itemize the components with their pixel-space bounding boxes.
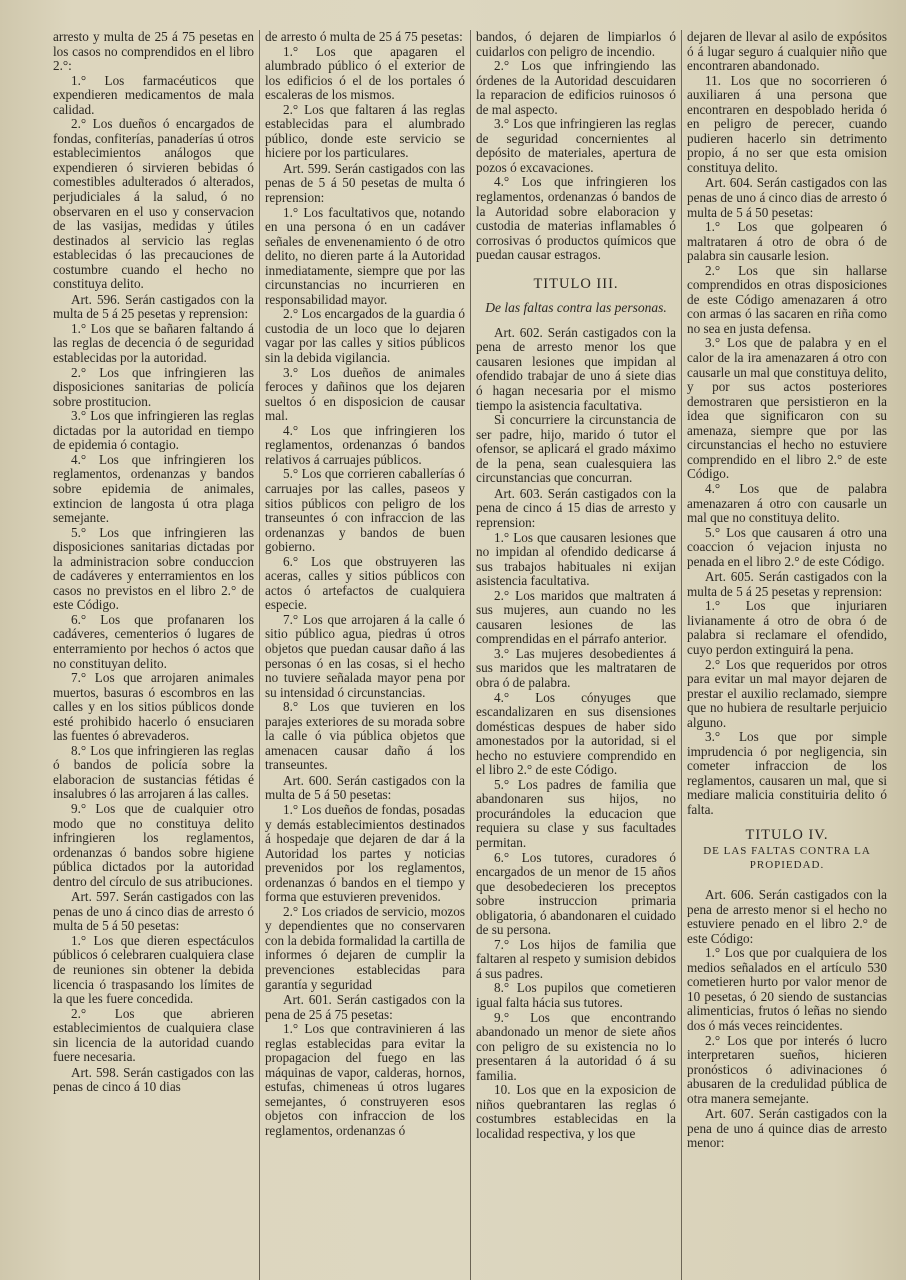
column-1 [48, 30, 259, 1280]
paragraph: 8.° Los que infringieren las reglas ó bandos de policía sobre la elaboracion de sustancias fétidas é insalubres ó las arrojaren á las calles. [53, 742, 254, 802]
paragraph: 3.° Las mujeres desobedientes á sus maridos que les maltrataren de obra ó de palabra. [476, 645, 676, 690]
paragraph: 6.° Los que profanaren los cadáveres, cementerios ó lugares de enterramiento por hechos ó actos que no constituyan delito. [53, 611, 254, 671]
paragraph: Si concurriere la circunstancia de ser padre, hijo, marido ó tutor el ofensor, se aplicará el grado máximo de la pena, sean cualesquiera las circunstancias que concurran. [476, 412, 676, 486]
paragraph: 3.° Los que infringieren las reglas de seguridad concernientes al depósito de materiales, apertura de pozos ó excavaciones. [476, 116, 676, 175]
paragraph: 3.° Los que infringieren las reglas dictadas por la autoridad en tiempo de epidemia ó contagio. [53, 408, 254, 453]
paragraph: 2.° Los que por interés ó lucro interpretaren sueños, hicieren pronósticos ó adivinaciones ó abusaren de la credulidad pública de otra manera semejante. [687, 1032, 887, 1106]
article-heading: Art. 597. Serán castigados con las penas de uno á cinco dias de arresto ó multa de 5 á 50 pesetas: [53, 889, 254, 934]
column-3 [470, 30, 681, 1280]
paragraph: 9.° Los que encontrando abandonado un menor de siete años con peligro de su existencia no lo presentaren á la autoridad ó á su familia. [476, 1009, 676, 1083]
paragraph: 9.° Los que de cualquier otro modo que no constituya delito infringieren los reglamentos, ordenanzas ó bandos sobre higiene pública dictados por la autoridad dentro del círculo de sus atribuciones. [53, 800, 254, 889]
paragraph: 1.° Los que contravinieren á las reglas establecidas para evitar la propagacion del fuego en las máquinas de vapor, calderas, hornos, estufas, chimeneas ú otros lugares semejantes, ó construyeren esos objetos con infraccion de los reglamentos, ordenanzas ó [265, 1021, 465, 1139]
paragraph: 1.° Los que golpearen ó maltrataren á otro de obra ó de palabra sin causarle lesion. [687, 219, 887, 264]
paragraph: 1.° Los que dieren espectáculos públicos ó celebraren cualquiera clase de reuniones sin obtener la debida licencia ó traspasando los límites de la que les fuere concedida. [53, 932, 254, 1007]
title-heading: TITULO IV. [745, 826, 829, 843]
article-heading: Art. 603. Serán castigados con la pena de cinco á 15 dias de arresto y reprension: [476, 485, 676, 530]
paragraph: 7.° Los que arrojaren animales muertos, basuras ó escombros en las calles y en los sitios públicos donde esté prohibido hacerlo ó ensuciaren las fuentes ó abrevaderos. [53, 670, 254, 744]
paragraph: 2.° Los que requeridos por otros para evitar un mal mayor dejaren de prestar el auxilio reclamado, siempre que no hubiera de resultarle perjuicio alguno. [687, 656, 887, 730]
paragraph: 1.° Los que apagaren el alumbrado público ó el exterior de los edificios ó el de los portales ó escaleras de los mismos. [265, 43, 465, 103]
article-heading: Art. 606. Serán castigados con la pena de arresto menor si el hecho no estuviere penado en el libro 2.° de este Código: [687, 887, 887, 946]
paragraph: bandos, ó dejaren de limpiarlos ó cuidarlos con peligro de incendio. [476, 30, 676, 59]
paragraph: 8.° Los pupilos que cometieren igual falta hácia sus tutores. [476, 980, 676, 1010]
paragraph: 4.° Los que de palabra amenazaren á otro con causarle un mal que no constituya delito. [687, 480, 887, 526]
paragraph: arresto y multa de 25 á 75 pesetas en los casos no comprendidos en el libro 2.°: [53, 30, 254, 74]
paragraph: 5.° Los que corrieren caballerías ó carruajes por las calles, paseos y sitios públicos con peligro de los transeuntes ó con infraccion de las ordenanzas y bandos de buen gobierno. [265, 466, 465, 555]
paragraph: 5.° Los padres de familia que abandonaren sus hijos, no procurándoles la educacion que requiera su clase y sus facultades permitan. [476, 776, 676, 850]
article-heading: Art. 600. Serán castigados con la multa de 5 á 50 pesetas: [265, 772, 465, 803]
paragraph: 6.° Los que obstruyeren las aceras, calles y sitios públicos con actos ó artefactos de cualquiera especie. [265, 553, 465, 613]
paragraph: 2.° Los maridos que maltraten á sus mujeres, aun cuando no les causaren lesiones de las comprendidas en el párrafo anterior. [476, 587, 676, 647]
article-heading: Art. 604. Serán castigados con las penas de uno á cinco dias de arresto ó multa de 5 á 50 pesetas: [687, 175, 887, 220]
section-subtitle: DE LAS FALTAS CONTRA LA PROPIEDAD. [703, 845, 871, 872]
text-columns [48, 30, 892, 1280]
article-heading: Art. 598. Serán castigados con las penas de cinco á 10 dias [53, 1064, 254, 1095]
paragraph: 11. Los que no socorrieren ó auxiliaren á una persona que encontraren en despoblado herida ó en peligro de perecer, cuando pudieren hacerlo sin detrimento propio, á no ser que esta omision constituya delito. [687, 72, 887, 175]
paragraph: 6.° Los tutores, curadores ó encargados de un menor de 15 años que desobedecieren los preceptos sobre instruccion primaria obligatoria, ó abandonaren el cuidado de su persona. [476, 849, 676, 938]
paragraph: 2.° Los dueños ó encargados de fondas, confiterías, panaderías ú otros establecimientos análogos que expendieren ó sirvieren bebidas ó comestibles adulterados ó alterados, perjudiciales á la salud, ó no observaren en el uso y conservacion de las vasijas, medidas y útiles destinados al servicio las reglas establecidas ó las precauciones de costumbre cuando el hecho no constituya delito. [53, 116, 254, 292]
paragraph: 5.° Los que infringieren las disposiciones sanitarias dictadas por la administracion sobre conduccion de cadáveres y enterramientos en los casos no previstos en el libro 2.° de este Código. [53, 524, 254, 613]
paragraph: 10. Los que en la exposicion de niños quebrantaren las reglas ó costumbres establecidas en la localidad respectiva, y los que [476, 1082, 676, 1141]
paragraph: 1.° Los que se bañaren faltando á las reglas de decencia ó de seguridad establecidas por la autoridad. [53, 320, 254, 366]
paragraph: 1.° Los que causaren lesiones que no impidan al ofendido dedicarse á sus trabajos habituales ni exijan asistencia facultativa. [476, 529, 676, 589]
paragraph: 4.° Los cónyuges que escandalizaren en sus disensiones domésticas despues de haber sido amonestados por la autoridad, si el hecho no estuviere comprendido en el libro 2.° de este Código. [476, 689, 676, 778]
paragraph: 1.° Los que por cualquiera de los medios señalados en el artículo 530 cometieren hurto por valor menor de 10 pesetas, ó 20 siendo de sustancias alimenticias, frutos ó leñas no siendo dos ó más veces reincidentes. [687, 945, 887, 1033]
title-heading: TITULO III. [533, 275, 619, 292]
paragraph: 1.° Los que injuriaren livianamente á otro de obra ó de palabra si reclamare el ofendido, cuyo perdon extinguirá la pena. [687, 598, 887, 657]
paragraph: 2.° Los que faltaren á las reglas establecidas para el alumbrado público, donde este servicio se hiciere por los particulares. [265, 101, 465, 161]
paragraph: 2.° Los encargados de la guardia ó custodia de un loco que lo dejaren vagar por las calles y sitios públicos sin la debida vigilancia. [265, 306, 465, 366]
paragraph: 1.° Los facultativos que, notando en una persona ó en un cadáver señales de envenenamiento ó de otro delito, no dieren parte á la Autoridad inmediatamente, siempre que por las circunstancias no incurrieren en responsabilidad mayor. [265, 204, 465, 307]
paragraph: 2.° Los que abrieren establecimientos de cualquiera clase sin licencia de la autoridad cuando fuere necesaria. [53, 1005, 254, 1065]
paragraph: 4.° Los que infringieren los reglamentos, ordenanzas ó bandos relativos á carruajes públicos. [265, 422, 465, 467]
paragraph: 8.° Los que tuvieren en los parajes exteriores de su morada sobre la calle ó via pública objetos que amenacen causar daño á los transeuntes. [265, 699, 465, 773]
paragraph: de arresto ó multa de 25 á 75 pesetas: [265, 30, 463, 44]
article-heading: Art. 605. Serán castigados con la multa de 5 á 25 pesetas y reprension: [687, 569, 887, 599]
paragraph: 5.° Los que causaren á otro una coaccion ó vejacion injusta no penada en el libro 2.° de este Código. [687, 524, 887, 569]
paragraph: dejaren de llevar al asilo de expósitos ó á lugar seguro á cualquier niño que encontraren abandonado. [687, 30, 887, 74]
paragraph: 4.° Los que infringieren los reglamentos, ordenanzas y bandos sobre epidemia de animales, extincion de langosta ú otra plaga semejante. [53, 451, 254, 526]
article-heading: Art. 601. Serán castigados con la pena de 25 á 75 pesetas: [265, 992, 465, 1022]
paragraph: 2.° Los que infringieren las disposiciones sanitarias de policía sobre prostitucion. [53, 364, 254, 409]
article-heading: Art. 599. Serán castigados con las penas de 5 á 50 pesetas de multa ó reprension: [265, 160, 465, 206]
paragraph: 7.° Los que arrojaren á la calle ó sitio público agua, piedras ú otros objetos que puedan causar daño á las personas ó en las cosas, si el hecho no tuviere señalada mayor pena por su intensidad ó circunstancias. [265, 611, 465, 700]
article-heading: Art. 607. Serán castigados con la pena de uno á quince dias de arresto menor: [687, 1106, 887, 1151]
section-subtitle: De las faltas contra las personas. [485, 300, 667, 316]
column-2 [259, 30, 470, 1280]
paragraph: 7.° Los hijos de familia que faltaren al respeto y sumision debidos á sus padres. [476, 936, 676, 981]
article-heading: Art. 596. Serán castigados con la multa de 5 á 25 pesetas y reprension: [53, 291, 254, 322]
article-heading: Art. 602. Serán castigados con la pena de arresto menor los que causaren lesiones que impidan al ofendido trabajar de uno á siete dias ó hagan necesaria por el mismo tiempo la asistencia facultativa. [476, 324, 676, 413]
paragraph: 3.° Los dueños de animales feroces y dañinos que los dejaren sueltos ó en disposicion de causar mal. [265, 364, 465, 424]
paragraph: 2.° Los criados de servicio, mozos y dependientes que no conservaren con la debida formalidad la cartilla de informes ó dejaren de cumplir la prevenciones establecidas para garantía y seguridad [265, 903, 465, 992]
paragraph: 2.° Los que sin hallarse comprendidos en otras disposiciones de este Código amenazaren á otro con armas ó las sacaren en riña como no sea en justa defensa. [687, 262, 887, 336]
column-4 [681, 30, 892, 1280]
paragraph: 1.° Los farmacéuticos que expendieren medicamentos de mala calidad. [53, 72, 254, 117]
paragraph: 4.° Los que infringieren los reglamentos, ordenanzas ó bandos de la Autoridad sobre elaboracion y custodia de materias inflamables ó corrosivas ó productos químicos que puedan causar estragos. [476, 174, 676, 263]
paragraph: 2.° Los que infringiendo las órdenes de la Autoridad descuidaren la reparacion de edificios ruinosos ó de mal aspecto. [476, 58, 676, 117]
paragraph: 3.° Los que de palabra y en el calor de la ira amenazaren á otro con causarle un mal que constituya delito, y por sus actos posteriores demostraren que persistieron en la idea que significaron con su amenaza, siempre que por las circunstancias el hecho no estuviere comprendido en el libro 2.° de este Código. [687, 335, 887, 482]
paragraph: 3.° Los que por simple imprudencia ó por negligencia, sin cometer infraccion de los reglamentos, causaren un mal, que si mediare malicia constituiria delito ó falta. [687, 729, 887, 817]
paragraph: 1.° Los dueños de fondas, posadas y demás establecimientos destinados á hospedaje que dejaren de dar á la Autoridad los partes y noticias prevenidos por los reglamentos, ordenanzas ó bandos en el tiempo y forma que estuvieren prevenidos. [265, 801, 465, 905]
